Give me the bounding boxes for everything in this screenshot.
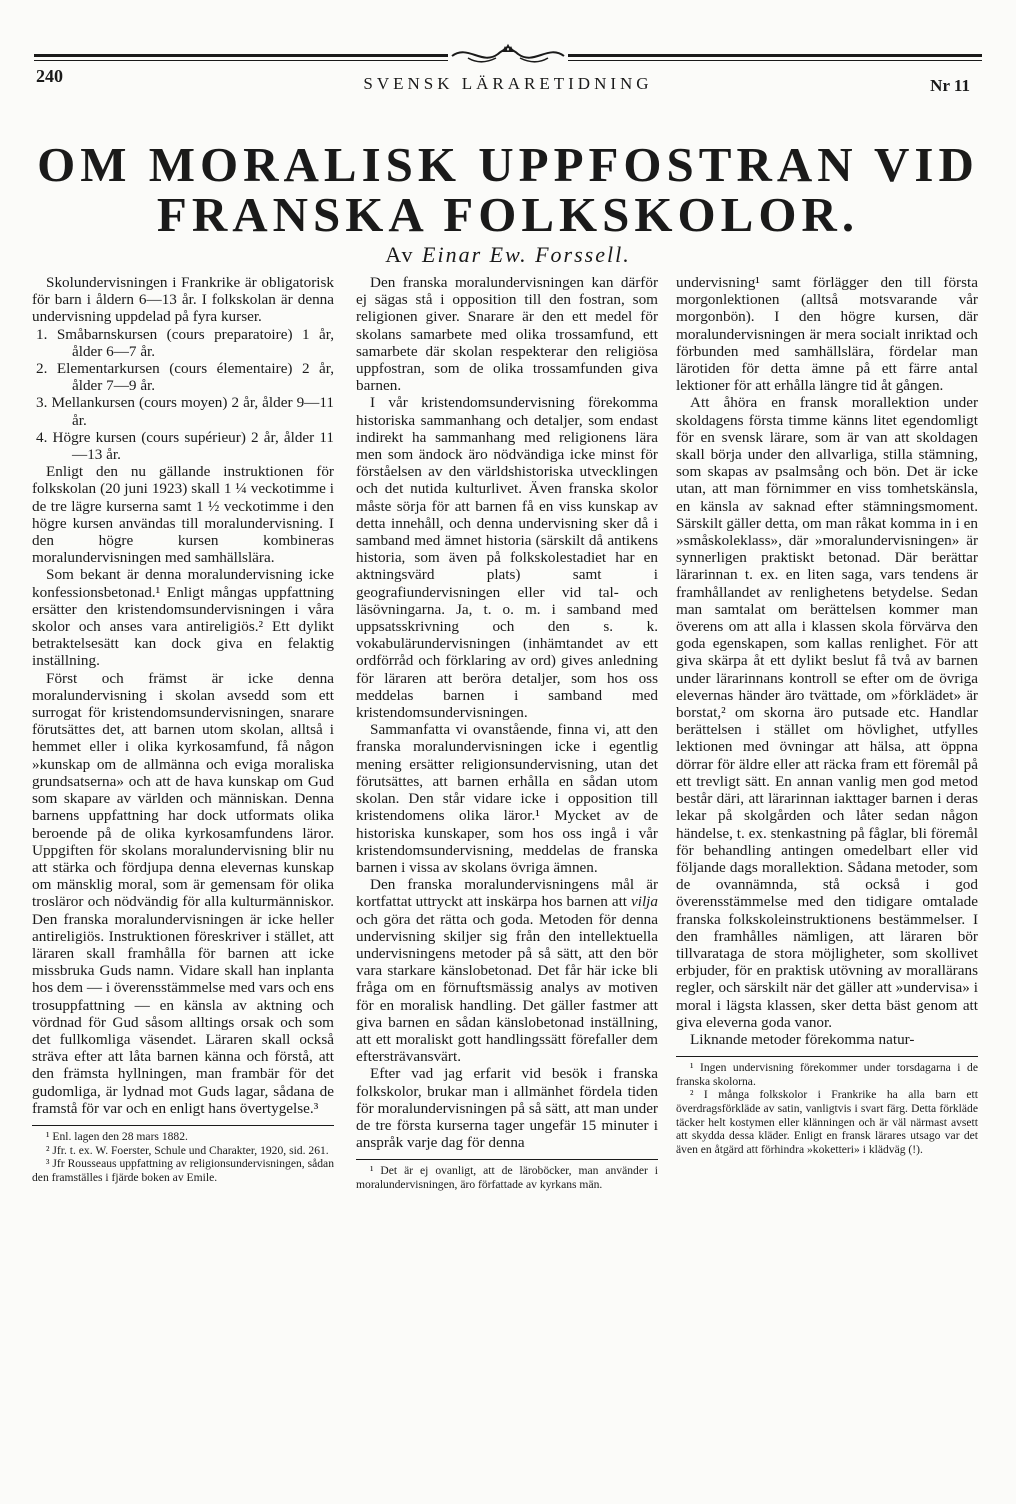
paragraph: Att åhöra en fransk morallektion under skoldagens första timme känns litet egendomligt för en svensk lärare, som är van att skoldagen skall börja under den allvarliga, stilla stämning, som skapas av psalmsång och bön. Det är icke utan, att man förnimmer en viss tomhetskänsla, en känsla av saknad efter stämningsmoment. Särskilt gäller detta, om man råkat komma in i en »småskoleklass», där »moralundervisningen» är synnerligen praktiskt betonad. Där berättar lärarinnan t. ex. en liten saga, vars tendens är framhållandet av renlighetens betydelse. Sedan man samtalat om berättelsen kommer man överens om att alla i klassen skola förvärva den goda egenskapen, som kallas renlighet. För att giva skärpa åt ett dylikt beslut få två av barnen under lärarinnans kontroll se efter om de övriga elevernas händer äro tvättade, om »förklädet» är borstat,² om skorna äro putsade etc. Handlar berättelsen i stället om hövlighet, utfylles lektionen med övningar att hälsa, att öppna dörrar för äldre eller att räcka fram ett föremål på ett trevligt sätt. En annan vanlig men god metod består däri, att lärarinnan iakttager barnen i deras lekar på skolgården och låter sedan någon händelse, t. ex. stenkastning på fåglar, bli föremål för behandling antingen omedelbart eller vid följande dags morallektion. Sådana metoder, som de ovannämnda, stå också i god överensstämmelse med den tidigare omtalade franska folkskoleinstruktionens bestämmelser. I den framhålles nämligen, att läraren bör tillvarataga de stora möjligheter, som skollivet erbjuder, för en praktisk utövning av morallärans regler, och särskilt när det gäller att »undervisa» i moral i lägsta klassen, sker detta bäst genom att giva eleverna goda vanor.: [676, 394, 978, 1031]
list-item: 2. Elementarkursen (cours élementaire) 2 år, ålder 7—9 år.: [36, 360, 334, 395]
column-1: [32, 274, 334, 1184]
footnote: ³ Jfr Rousseaus uppfattning av religionsundervisningen, sådan den framställes i fjärde boken av Emile.: [32, 1157, 334, 1184]
paragraph: Liknande metoder förekomma natur-: [690, 1030, 915, 1048]
list-item: 3. Mellankursen (cours moyen) 2 år, ålder 9—11 år.: [36, 394, 334, 429]
footnotes: [32, 1125, 334, 1184]
title-line-1: OM MORALISK UPPFOSTRAN VID: [37, 137, 979, 192]
title-line-2: FRANSKA FOLKSKOLOR.: [156, 187, 860, 242]
column-2: [356, 274, 658, 1192]
emphasis: vilja: [631, 893, 658, 911]
list-item: 4. Högre kursen (cours supérieur) 2 år, ålder 11—13 år.: [36, 428, 334, 464]
footnotes: [356, 1159, 658, 1191]
journal-title: SVENSK LÄRARETIDNING: [363, 74, 653, 93]
paragraph: Sammanfatta vi ovanstående, finna vi, att den franska moralundervisningen icke i egentlig mening ersätter religionsundervisning, utan det förutsättes, att barnen erhålla en sådan utom skolan. Den står vidare icke i opposition till kristendomens olika läror.¹ Mycket av de historiska kunskaper, som hos oss ingå i vår kristendomsundervisning, meddelas de franska barnen i vissa av skolans övriga ämnen.: [356, 721, 658, 876]
column-3: [676, 274, 978, 1156]
author-name: Einar Ew. Forssell.: [422, 242, 631, 267]
footnote: ¹ Enl. lagen den 28 mars 1882.: [46, 1129, 188, 1143]
paragraph: Den franska moralundervisningen kan därför ej sägas stå i opposition till den fostran, som religionen giver. Snarare är den ett medel för skolans samarbete med olika trossamfund, ett samarbete där skolan respekterar den religiösa uppfostran, som de olika trossamfunden giva barnen.: [356, 274, 658, 395]
paragraph: Enligt den nu gällande instruktionen för folkskolan (20 juni 1923) skall 1 ¼ veckotimme i de tre lägre kurserna samt 1 ½ veckotimme i den högre kursen användas till moralundervisning. I den högre kursen kombineras moralundervisningen med samhällslära.: [32, 463, 334, 567]
issue-number: Nr 11: [930, 76, 970, 95]
byline-prefix: Av: [385, 242, 415, 267]
page-number: 240: [36, 66, 63, 86]
text-run: och göra det rätta och goda. Metoden för denna undervisning skiljer sig från den intellektuella undervisningens metoder på så sätt, att den bör vara starkare känslobetonad. Det får här icke bli fråga om en förnuftsmässig analys av motiven för en moralisk handling. Det gäller fastmer att giva barnen en sådan känslobetonad inställning, att ett moraliskt gott handlingssätt förefaller dem eftersträvansvärt.: [356, 910, 658, 1066]
text-run: Den franska moralundervisningens mål är kortfattat uttryckt att inskärpa hos barnen att: [356, 876, 658, 911]
footnote: ¹ Ingen undervisning förekommer under torsdagarna i de franska skolorna.: [676, 1061, 978, 1088]
byline: [0, 242, 1016, 268]
paragraph: Skolundervisningen i Frankrike är obligatorisk för barn i åldern 6—13 år. I folkskolan är denna undervisning uppdelad på fyra kurser.: [32, 274, 334, 326]
header-ornament-icon: [448, 42, 568, 70]
footnote: ¹ Det är ej ovanligt, att de läroböcker, man använder i moralundervisningen, äro författade av kyrkans män.: [356, 1164, 658, 1191]
paragraph: [356, 876, 658, 1065]
list-item: 1. Småbarnskursen (cours preparatoire) 1 år, ålder 6—7 år.: [36, 325, 334, 360]
article-title: [0, 137, 1016, 242]
paragraph: Först och främst är icke denna moralundervisning i skolan avsedd som ett surrogat för kristendomsundervisningen, snarare förutsättes det, att barnen utom skolan, alltså i hemmet eller i olika kyrkosamfund, få någon »kunskap om de allmänna och eviga moraliska grundsatserna» och att de hava kunskap om Gud som skapare av världen och människan. Denna barnens uppfattning har dock utformats olika beroende på de olika kyrkosamfundens läror. Uppgiften för skolans moralundervisning blir nu att stärka och fördjupa denna elevernas kunskap om mänsklig moral, som är gemensam för olika trosläror och nödvändig för alla kulturmänniskor. Den franska moralundervisningen är icke heller antireligiös. Instruktionen föreskriver i stället, att läraren skall framhålla för barnen att icke missbruka Guds namn. Vidare skall han inplanta hos dem — i överensstämmelse med vars och ens trosuppfattning — en känsla av aktning och vördnad för Gud såsom alltings orsak och som det fullkomliga väsendet. Läraren skall också sträva efter att låta barnen känna och förstå, att den främsta hyllningen, man frambär för det gudomliga, är lydnad mot Guds lagar, sådana de framstå för var och en enligt hans övertygelse.³: [32, 669, 334, 1117]
paragraph: I vår kristendomsundervisning förekomma historiska sammanhang och detaljer, som endast indirekt ha sammanhang med religionens lära men som ändock äro nödvändiga icke minst för förståelsen av den världshistoriska utvecklingen och det nutida kulturlivet. Även franska skolor måste sörja för att barnen få en viss kunskap av detta innehåll, och denna undervisning sker då i samband med ämnet historia (särskilt då antikens historia, som även på folkskolestadiet har en aktningsvärd plats) samt i geografiundervisningen eller vid tal- och läsövningarna. Ja, t. o. m. i samband med uppsatsskrivning och den s. k. vokabulärundervisningen (inhämtandet av ett ordförråd och förklaring av ord) gives anledning för läraren att beröra detaljer, som hos oss meddelas barnen i samband med kristendomsundervisningen.: [356, 394, 658, 722]
paragraph: Som bekant är denna moralundervisning icke konfessionsbetonad.¹ Enligt mångas uppfattning ersätter den kristendomsundervisningen i våra skolor och anses vara antireligiös.² Ett dylikt betraktelsesätt kan dock giva en felaktig inställning.: [32, 566, 334, 670]
course-list: [32, 326, 334, 464]
paragraph: undervisning¹ samt förlägger den till första morgonlektionen (alltså motsvarande vår morgonbön). I den högre kursen, där moralundervisningen är mera socialt inriktad och förbunden med samhällslära, fördelar man lärotiden för detta ämne på ett färre antal lektioner för att erhålla längre tid åt gången.: [676, 274, 978, 395]
footnotes: [676, 1056, 978, 1156]
paragraph: Efter vad jag erfarit vid besök i franska folkskolor, brukar man i allmänhet fördela tiden för moralundervisningen på så sätt, att man under de tre första kurserna tager ungefär 15 minuter i anspråk varje dag för denna: [356, 1065, 658, 1152]
footnote: ² I många folkskolor i Frankrike ha alla barn ett överdragsförkläde av satin, vanligtvis i svart färg. Detta förkläde täcker helt kostymen eller klänningen och är väl närmast avsett att skydda dessa kläder. Enligt en fransk lärares utsago var det även en åtgärd att förhindra »koketteri» i klädväg (!).: [676, 1088, 978, 1156]
footnote: ² Jfr. t. ex. W. Foerster, Schule und Charakter, 1920, sid. 261.: [46, 1143, 329, 1157]
